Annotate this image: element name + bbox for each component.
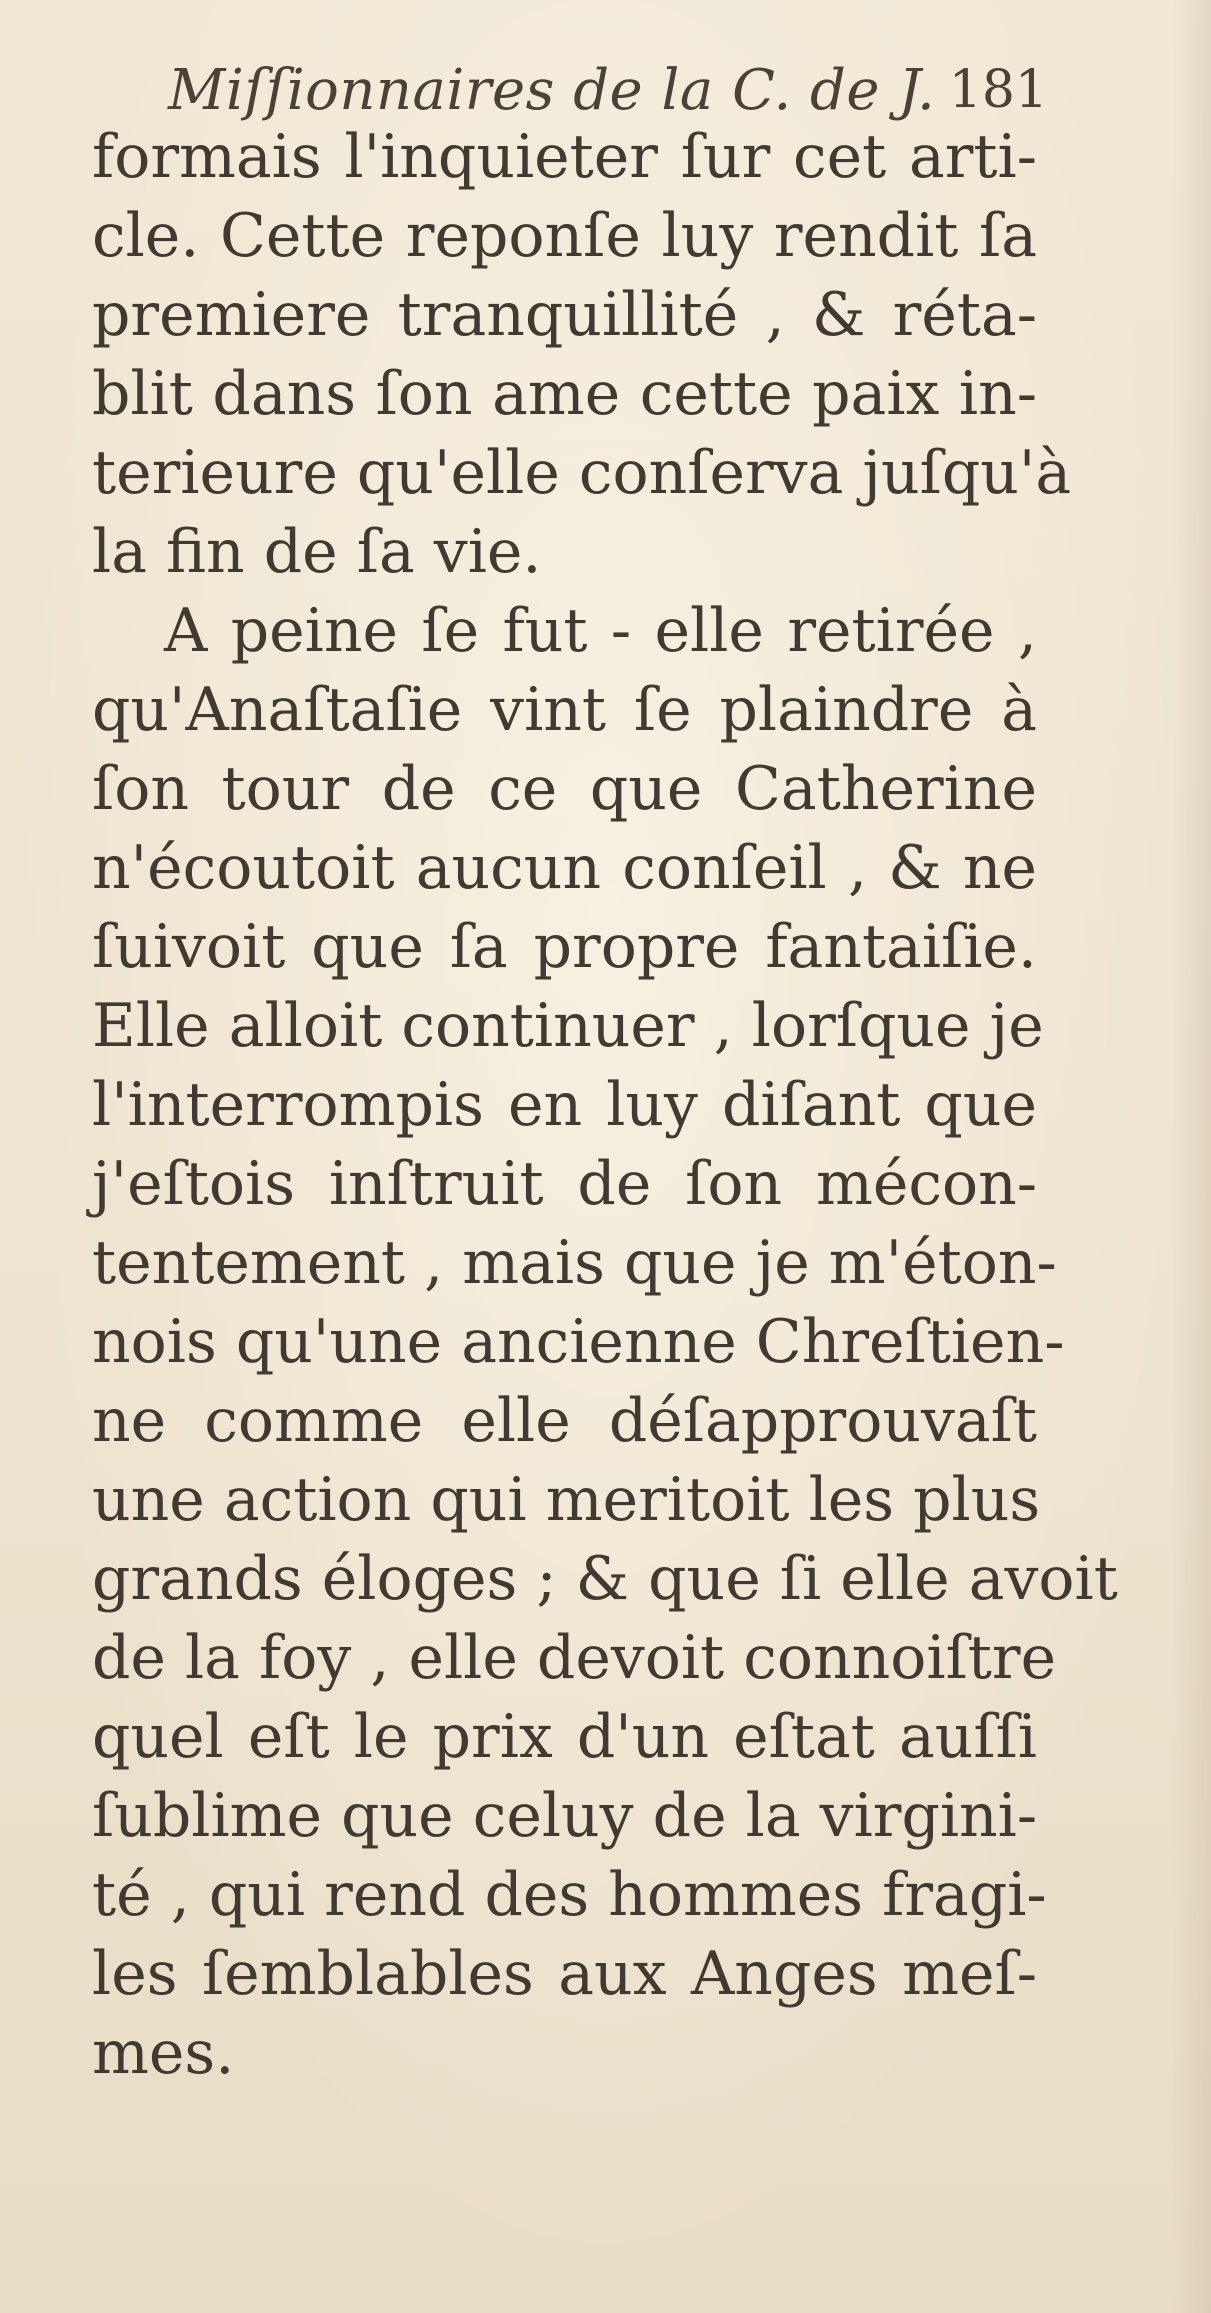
- text-line: cle. Cette reponſe luy rendit ſa: [92, 201, 1037, 271]
- text-line: j'eſtois inſtruit de ſon mécon-: [92, 1149, 1037, 1219]
- text-line: blit dans ſon ame cette paix in-: [92, 359, 1037, 429]
- text-line: l'interrompis en luy diſant que: [92, 1070, 1037, 1140]
- text-line: quel eſt le prix d'un eſtat auſſi: [92, 1702, 1037, 1772]
- text-line: té , qui rend des hommes fragi-: [92, 1860, 1047, 1930]
- paragraph-2: [92, 592, 1118, 2093]
- text-line: ne comme elle déſapprouvaſt: [92, 1386, 1037, 1456]
- text-line: une action qui meritoit les plus: [92, 1465, 1041, 1535]
- body-text: [92, 118, 1118, 2093]
- text-line: les ſemblables aux Anges meſ-: [92, 1939, 1037, 2009]
- text-line: formais l'inquieter ſur cet arti-: [92, 122, 1037, 192]
- text-line: tentement , mais que je m'éton-: [92, 1228, 1057, 1298]
- page-number: 181: [948, 60, 1048, 120]
- text-line: A peine ſe fut - elle retirée ,: [164, 596, 1037, 666]
- text-line: nois qu'une ancienne Chreſtien-: [92, 1307, 1065, 1377]
- text-line: ſon tour de ce que Catherine: [92, 754, 1037, 824]
- running-title: Miſſionnaires de la C. de J.: [168, 58, 936, 123]
- text-line: ſublime que celuy de la virgini-: [92, 1781, 1038, 1851]
- text-line: la fin de ſa vie.: [92, 517, 542, 587]
- text-line: mes.: [92, 2018, 235, 2088]
- text-line: grands éloges ; & que ſi elle avoit: [92, 1544, 1118, 1614]
- text-line: de la foy , elle devoit connoiſtre: [92, 1623, 1057, 1693]
- text-line: ſuivoit que ſa propre fantaiſie.: [92, 912, 1037, 982]
- text-line: qu'Anaſtaſie vint ſe plaindre à: [92, 675, 1037, 745]
- text-line: premiere tranquillité , & réta-: [92, 280, 1037, 350]
- paragraph-1: [92, 118, 1072, 592]
- text-line: terieure qu'elle conſerva juſqu'à: [92, 438, 1072, 508]
- text-line: n'écoutoit aucun conſeil , & ne: [92, 833, 1037, 903]
- page-edge-shadow: [1171, 0, 1211, 2313]
- text-line: Elle alloit continuer , lorſque je: [92, 991, 1044, 1061]
